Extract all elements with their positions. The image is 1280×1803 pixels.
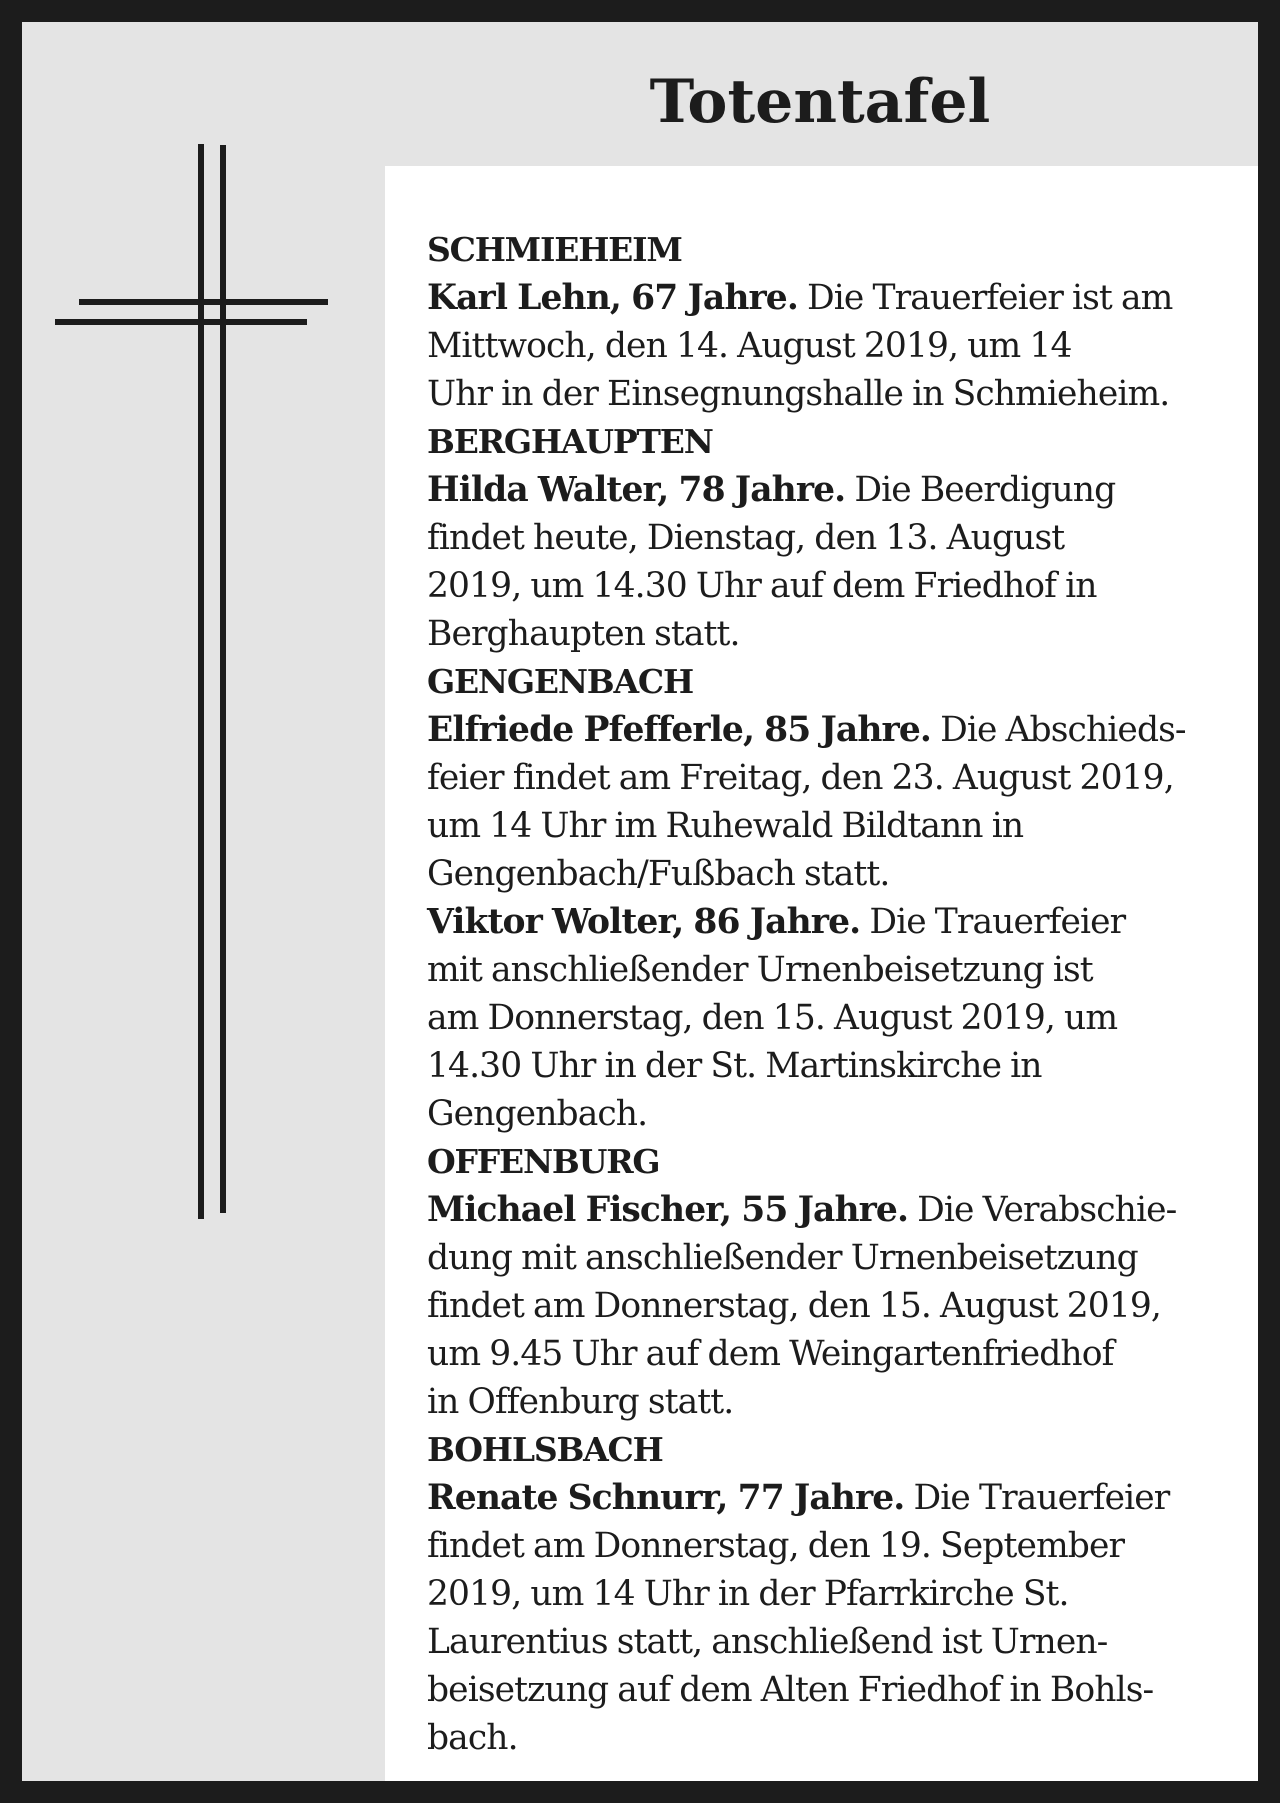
place-heading: BOHLSBACH <box>427 1430 663 1469</box>
obituary-text-line: findet am Donnerstag, den 15. August 2019, <box>427 1286 1162 1326</box>
obituary-list-panel <box>385 166 1258 1781</box>
place-heading: SCHMIEHEIM <box>427 230 682 269</box>
obituary-text: Die Trauerfeier ist am <box>797 278 1173 318</box>
obituary-entry-first-line <box>427 706 1217 754</box>
obituary-text-line: Laurentius statt, anschließend ist Urnen- <box>427 1622 1108 1662</box>
obituary-text-line: Gengenbach. <box>427 1094 648 1134</box>
obituary-entry-first-line <box>427 466 1217 514</box>
obituary-text-line: Gengenbach/Fußbach statt. <box>427 854 890 894</box>
obituary-text-line: in Offenburg statt. <box>427 1382 734 1422</box>
obituary-entry-first-line <box>427 274 1217 322</box>
place-heading: OFFENBURG <box>427 1142 660 1181</box>
deceased-name: Viktor Wolter, 86 Jahre. <box>427 902 861 942</box>
obituary-text: Die Trauerfeier <box>904 1478 1170 1518</box>
obituary-text-line: dung mit anschließender Urnenbeisetzung <box>427 1238 1138 1278</box>
obituary-text-line: um 9.45 Uhr auf dem Weingartenfriedhof <box>427 1334 1114 1374</box>
obituary-text-line: findet am Donnerstag, den 19. September <box>427 1526 1125 1566</box>
obituary-text-line: mit anschließender Urnenbeisetzung ist <box>427 950 1093 990</box>
obituary-text-line: bach. <box>427 1718 518 1758</box>
page-title: Totentafel <box>649 67 991 137</box>
obituary-text-line: findet heute, Dienstag, den 13. August <box>427 518 1065 558</box>
cross-icon <box>22 22 382 1422</box>
obituary-entry-first-line <box>427 1186 1217 1234</box>
obituary-text-line: 14.30 Uhr in der St. Martinskirche in <box>427 1046 1042 1086</box>
obituary-text-line: um 14 Uhr im Ruhewald Bildtann in <box>427 806 1024 846</box>
obituary-list <box>427 226 1217 1762</box>
deceased-name: Hilda Walter, 78 Jahre. <box>427 470 846 510</box>
obituary-text-line: beisetzung auf dem Alten Friedhof in Bohls- <box>427 1670 1154 1710</box>
obituary-text-line: Uhr in der Einsegnungshalle in Schmieheim. <box>427 374 1170 414</box>
obituary-text-line: 2019, um 14.30 Uhr auf dem Friedhof in <box>427 566 1097 606</box>
deceased-name: Karl Lehn, 67 Jahre. <box>427 278 798 318</box>
obituary-text: Die Trauerfeier <box>860 902 1126 942</box>
obituary-entry-first-line <box>427 1474 1217 1522</box>
place-heading: GENGENBACH <box>427 662 693 701</box>
place-heading: BERGHAUPTEN <box>427 422 713 461</box>
obituary-entry-first-line <box>427 898 1217 946</box>
obituary-frame <box>22 22 1258 1781</box>
obituary-text: Die Beerdigung <box>845 470 1116 510</box>
obituary-text-line: Berghaupten statt. <box>427 614 740 654</box>
obituary-text-line: am Donnerstag, den 15. August 2019, um <box>427 998 1118 1038</box>
deceased-name: Renate Schnurr, 77 Jahre. <box>427 1478 905 1518</box>
obituary-text: Die Verabschie- <box>908 1190 1177 1230</box>
obituary-text-line: Mittwoch, den 14. August 2019, um 14 <box>427 326 1072 366</box>
deceased-name: Elfriede Pfefferle, 85 Jahre. <box>427 710 931 750</box>
obituary-text: Die Abschieds- <box>931 710 1186 750</box>
obituary-text-line: 2019, um 14 Uhr in der Pfarrkirche St. <box>427 1574 1069 1614</box>
deceased-name: Michael Fischer, 55 Jahre. <box>427 1190 909 1230</box>
obituary-text-line: feier findet am Freitag, den 23. August 2019, <box>427 758 1174 798</box>
